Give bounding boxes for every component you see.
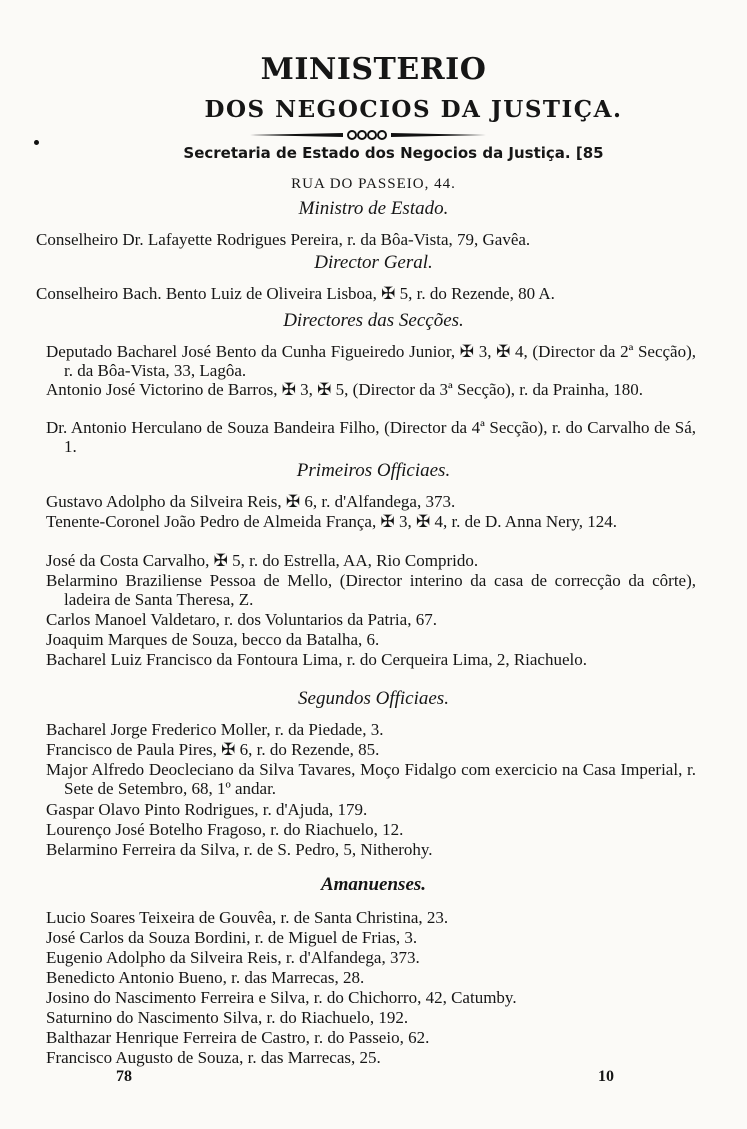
heading-directores: Directores das Secções.	[283, 310, 464, 331]
entry-director-geral: Conselheiro Bach. Bento Luiz de Oliveira Lisboa, ✠ 5, r. do Rezende, 80 A.	[36, 284, 555, 303]
entry-primeiros: Gustavo Adolpho da Silveira Reis, ✠ 6, r. d'Alfandega, 373.	[46, 492, 456, 511]
entry-segundos: Bacharel Jorge Frederico Moller, r. da Piedade, 3.	[46, 720, 384, 739]
entry-amanuenses: Balthazar Henrique Ferreira de Castro, r. do Passeio, 62.	[46, 1028, 430, 1047]
footer-signature-right: 10	[598, 1068, 614, 1085]
entry-amanuenses: Francisco Augusto de Souza, r. das Marrecas, 25.	[46, 1048, 381, 1067]
entry-primeiros: Carlos Manoel Valdetaro, r. dos Voluntarios da Patria, 67.	[46, 610, 437, 629]
entry-primeiros: José da Costa Carvalho, ✠ 5, r. do Estrella, AA, Rio Comprido.	[46, 551, 479, 570]
entry-segundos: Major Alfredo Deocleciano da Silva Tavares, Moço Fidalgo com exercicio na Casa Imperial, r. Sete de Setembro, 68, 1º andar.	[46, 760, 696, 798]
entry-amanuenses: José Carlos da Souza Bordini, r. de Miguel de Frias, 3.	[46, 928, 418, 947]
heading-director-geral: Director Geral.	[314, 252, 433, 273]
entry-directores: Antonio José Victorino de Barros, ✠ 3, ✠ 5, (Director da 3ª Secção), r. da Prainha, 180.	[46, 380, 643, 399]
ornament-rule-icon	[248, 128, 488, 142]
entry-primeiros: Bacharel Luiz Francisco da Fontoura Lima, r. do Cerqueira Lima, 2, Riachuelo.	[46, 650, 587, 669]
heading-primeiros: Primeiros Officiaes.	[296, 460, 451, 481]
entry-segundos: Francisco de Paula Pires, ✠ 6, r. do Rezende, 85.	[46, 740, 380, 759]
entry-ministro: Conselheiro Dr. Lafayette Rodrigues Pereira, r. da Bôa-Vista, 79, Gavêa.	[36, 230, 531, 249]
margin-dot	[34, 140, 39, 145]
entry-segundos: Belarmino Ferreira da Silva, r. de S. Pedro, 5, Nitherohy.	[46, 840, 433, 859]
heading-segundos: Segundos Officiaes.	[298, 688, 449, 709]
entry-primeiros: Belarmino Braziliense Pessoa de Mello, (Director interino da casa de correcção da côrte), ladeira de Santa Theresa, Z.	[46, 571, 696, 609]
footer-signature-left: 78	[116, 1068, 132, 1085]
heading-amanuenses: Amanuenses.	[320, 874, 427, 895]
entry-amanuenses: Eugenio Adolpho da Silveira Reis, r. d'Alfandega, 373.	[46, 948, 420, 967]
entry-directores: Deputado Bacharel José Bento da Cunha Figueiredo Junior, ✠ 3, ✠ 4, (Director da 2ª Secção), r. da Bôa-Vista, 33, Lagôa.	[46, 342, 696, 380]
entry-amanuenses: Josino do Nascimento Ferreira e Silva, r. do Chichorro, 42, Catumby.	[46, 988, 517, 1007]
entry-primeiros: Tenente-Coronel João Pedro de Almeida França, ✠ 3, ✠ 4, r. de D. Anna Nery, 124.	[46, 512, 618, 531]
entry-amanuenses: Benedicto Antonio Bueno, r. das Marrecas, 28.	[46, 968, 365, 987]
entry-segundos: Lourenço José Botelho Fragoso, r. do Riachuelo, 12.	[46, 820, 404, 839]
ministry-title: MINISTERIO	[260, 52, 487, 87]
entry-amanuenses: Lucio Soares Teixeira de Gouvêa, r. de Santa Christina, 23.	[46, 908, 449, 927]
heading-ministro: Ministro de Estado.	[298, 198, 449, 219]
ministry-subtitle: DOS NEGOCIOS DA JUSTIÇA.	[204, 96, 623, 123]
entry-primeiros: Joaquim Marques de Souza, becco da Batalha, 6.	[46, 630, 380, 649]
entry-amanuenses: Saturnino do Nascimento Silva, r. do Riachuelo, 192.	[46, 1008, 409, 1027]
entry-directores: Dr. Antonio Herculano de Souza Bandeira Filho, (Director da 4ª Secção), r. do Carvalho de Sá, 1.	[46, 418, 696, 456]
secretaria-line: Secretaria de Estado dos Negocios da Justiça. [85	[183, 144, 604, 162]
entry-segundos: Gaspar Olavo Pinto Rodrigues, r. d'Ajuda, 179.	[46, 800, 368, 819]
address-line: RUA DO PASSEIO, 44.	[291, 176, 456, 192]
